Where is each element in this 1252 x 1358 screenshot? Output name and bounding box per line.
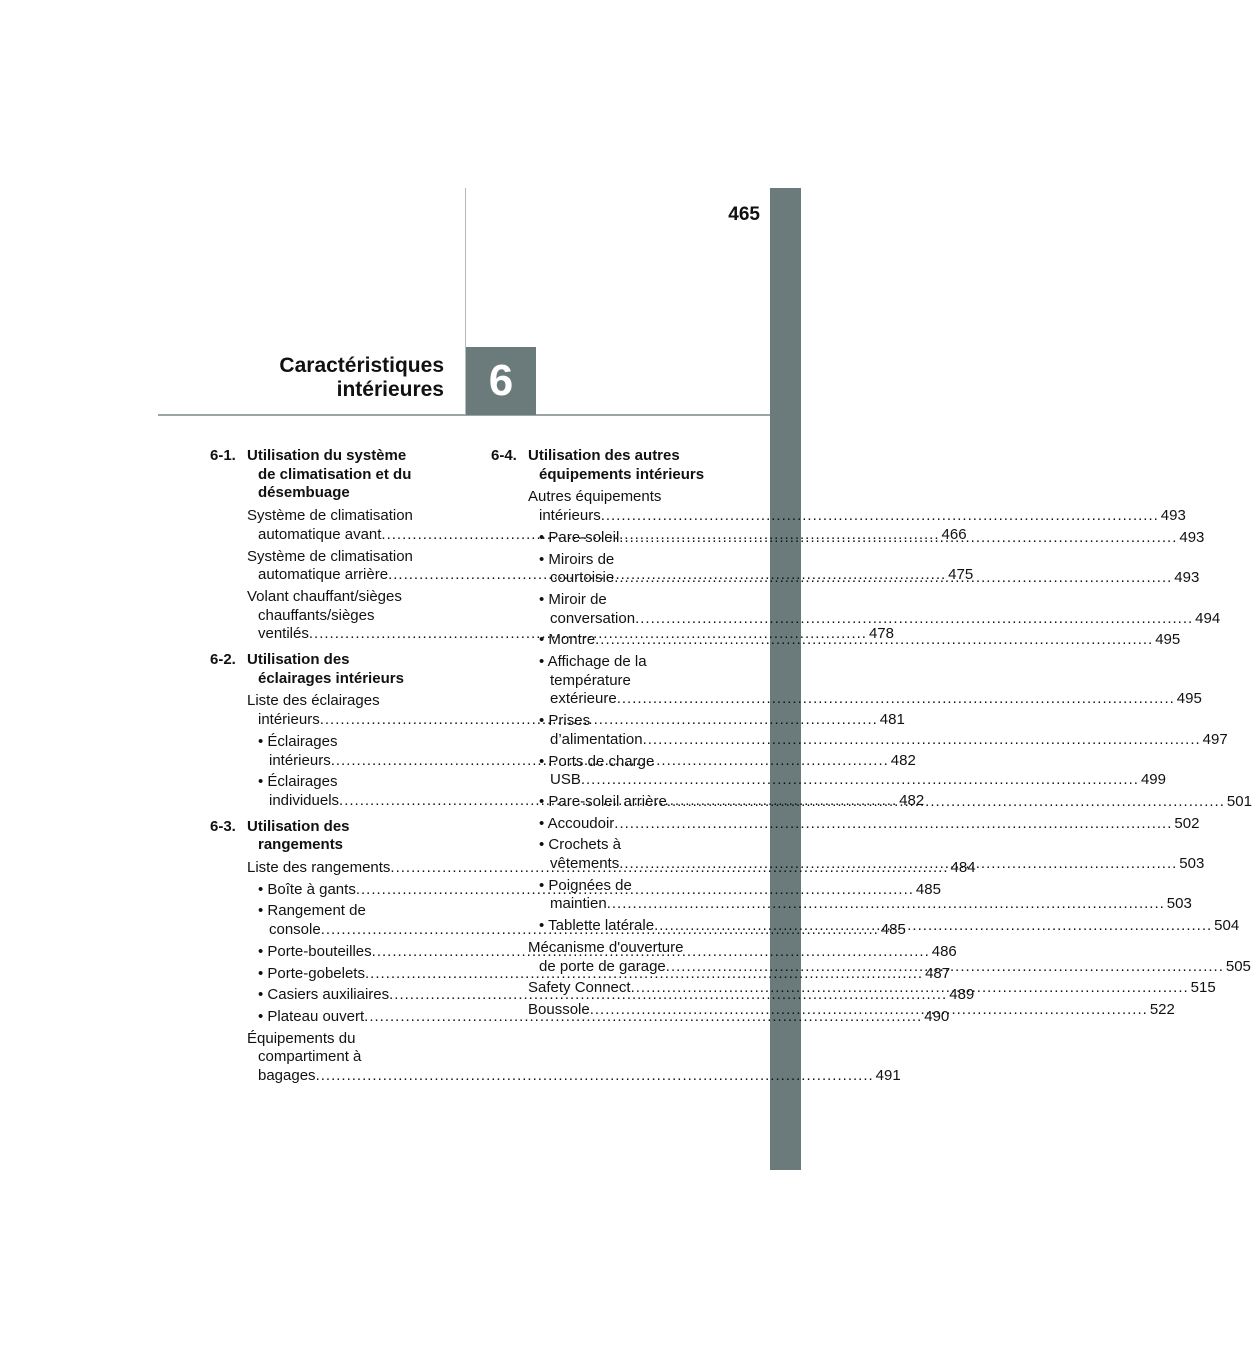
entry-text: • Pare-soleil arrière [539,792,667,810]
section-heading [210,818,458,855]
entry-text-line: • Ports de charge [539,752,655,770]
dot-leader [635,610,1193,627]
dot-leader [666,958,1224,975]
entry-text-line: • Poignées de [539,876,632,894]
section-title-line: rangements [258,836,344,854]
entry-text: ventilés [258,625,309,643]
section-title [247,818,458,855]
dot-leader [316,1067,874,1084]
entry-text-line: Équipements du [247,1029,356,1047]
entry-page-number: 485 [880,921,906,939]
section-title-line: désembuage [258,484,350,502]
dot-leader [617,690,1175,707]
entry-text: Boussole [528,1000,590,1018]
section-spacer [491,1023,740,1027]
entry-text-line: • Éclairages [258,773,338,791]
entry-page-number: 504 [1214,917,1240,935]
chapter-title-line: intérieures [336,378,444,401]
entry-text: • Porte-bouteilles [258,942,372,960]
entry-text: • Montre [539,631,596,649]
dot-leader [595,631,1153,648]
entry-text-line: Système de climatisation [247,507,413,525]
section-title-line: éclairages intérieurs [258,669,404,687]
dot-leader [654,917,1212,934]
entry-text: conversation [550,609,636,627]
entry-text-line: • Miroirs de [539,550,615,568]
entry-page-row [539,730,1228,750]
entry-page-number: 486 [931,942,957,960]
entry-page-number: 501 [1226,792,1252,810]
toc-entry[interactable] [528,488,1186,525]
dot-leader [667,793,1225,810]
entry-text: vêtements [550,855,620,873]
entry-text-line: température [550,671,631,689]
section-heading [491,447,740,484]
entry-text-line: Autres équipements [528,488,662,506]
entry-page-number: 515 [1190,979,1216,997]
entry-page-number: 491 [875,1067,901,1085]
entry-page-row [539,814,1200,834]
entry-text: Safety Connect [528,979,631,997]
entry-text: • Pare-soleil [539,528,620,546]
dot-leader [643,731,1201,748]
entry-text: maintien [550,895,607,913]
section-title-line: Utilisation des [247,651,350,669]
page-number: 465 [728,204,760,225]
entry-text: console [269,921,321,939]
entry-text-line: Système de climatisation [247,547,413,565]
entry-text: d’alimentation [550,730,643,748]
entry-page-number: 482 [899,791,925,809]
entry-page-number: 495 [1176,690,1202,708]
entry-page-number: 493 [1174,569,1200,587]
dot-leader [619,855,1177,872]
entry-page-number: 475 [948,566,974,584]
entry-text-line: Mécanisme d'ouverture [528,938,684,956]
entry-text: Liste des rangements [247,859,391,877]
entry-page-row [539,609,1221,629]
entry-text-line: • Prises [539,712,591,730]
entry-text: • Porte-gobelets [258,964,365,982]
entry-page-number: 505 [1225,957,1251,975]
section-title [247,651,458,688]
entry-text-line: • Affichage de la [539,653,647,671]
chapter-title [279,354,444,402]
entry-text: extérieure [550,690,617,708]
entry-page-number: 482 [890,751,916,769]
entry-text: intérieurs [539,507,601,525]
section-number: 6-1. [210,447,236,464]
section-title-line: équipements intérieurs [539,465,705,483]
entry-page-number: 503 [1166,895,1192,913]
section-title-line: Utilisation des [247,817,350,835]
entry-page-number: 494 [1195,609,1221,627]
entry-page-number: 478 [868,625,894,643]
entry-text-line: Volant chauffant/sièges [247,587,402,605]
entry-page-number: 499 [1140,771,1166,789]
section-heading [210,447,458,503]
entry-text: • Tablette latérale [539,917,655,935]
entry-page-number: 493 [1160,507,1186,525]
dot-leader [614,815,1172,832]
toc-subentry[interactable] [539,814,1200,834]
entry-text-line: Liste des éclairages [247,692,380,710]
entry-page-number: 495 [1155,631,1181,649]
entry-text: de porte de garage [539,957,666,975]
chapter-number-box: 6 [466,347,536,415]
section-title [247,447,458,503]
dot-leader [581,771,1139,788]
entry-page-number: 497 [1202,730,1228,748]
entry-text: intérieurs [269,751,331,769]
section-number: 6-4. [491,447,517,464]
entry-page-row [539,771,1166,790]
entry-text: individuels [269,791,340,809]
section-number: 6-2. [210,651,236,669]
entry-text: • Accoudoir [539,814,615,832]
chapter-title-line: Caractéristiques [279,354,444,377]
entry-page-row [539,895,1192,914]
entry-text: courtoisie [550,569,615,587]
dot-leader [601,507,1159,524]
toc-subentry[interactable] [539,653,1202,709]
entry-text-line: • Crochets à [539,836,621,854]
entry-page-number: 466 [941,525,967,543]
entry-text: • Boîte à gants [258,880,356,898]
entry-text: bagages [258,1067,316,1085]
section-title-line: Utilisation des autres [528,447,680,464]
dot-leader [619,529,1177,546]
entry-page-number: 485 [915,880,941,898]
entry-page-number: 481 [879,711,905,729]
section-heading [210,651,458,688]
entry-text: automatique avant [258,525,382,543]
section-spacer [210,1089,458,1093]
entry-text-line: • Miroir de [539,590,607,608]
entry-page-number: 490 [924,1007,950,1025]
entry-text-line: • Rangement de [258,902,366,920]
entry-page-number: 502 [1174,814,1200,832]
entry-page-number: 489 [949,986,975,1004]
dot-leader [614,569,1172,586]
toc-subentry[interactable] [539,590,1221,628]
dot-leader [631,979,1189,996]
section-title-line: de climatisation et du [258,465,412,483]
entry-text: • Casiers auxiliaires [258,986,390,1004]
entry-page-number: 484 [950,859,976,877]
toc-entry[interactable] [247,1029,901,1086]
entry-page-row [247,1067,901,1086]
entry-text-line: compartiment à [258,1048,362,1066]
dot-leader [590,1001,1148,1018]
entry-text-line: • Éclairages [258,732,338,750]
entry-text: automatique arrière [258,566,389,584]
entry-page-number: 493 [1179,528,1205,546]
entry-text: USB [550,771,581,789]
entry-text: • Plateau ouvert [258,1007,365,1025]
entry-page-row [528,507,1186,526]
section-title-line: Utilisation du système [247,447,407,464]
entry-text: intérieurs [258,711,320,729]
entry-page-row [539,690,1202,709]
section-title [528,447,740,484]
section-number: 6-3. [210,817,236,835]
dot-leader [607,895,1165,912]
header-horizontal-rule [158,414,770,416]
entry-text-line: chauffants/sièges [258,606,375,624]
entry-page-number: 487 [925,964,951,982]
entry-page-number: 503 [1179,855,1205,873]
entry-page-number: 522 [1149,1000,1175,1018]
